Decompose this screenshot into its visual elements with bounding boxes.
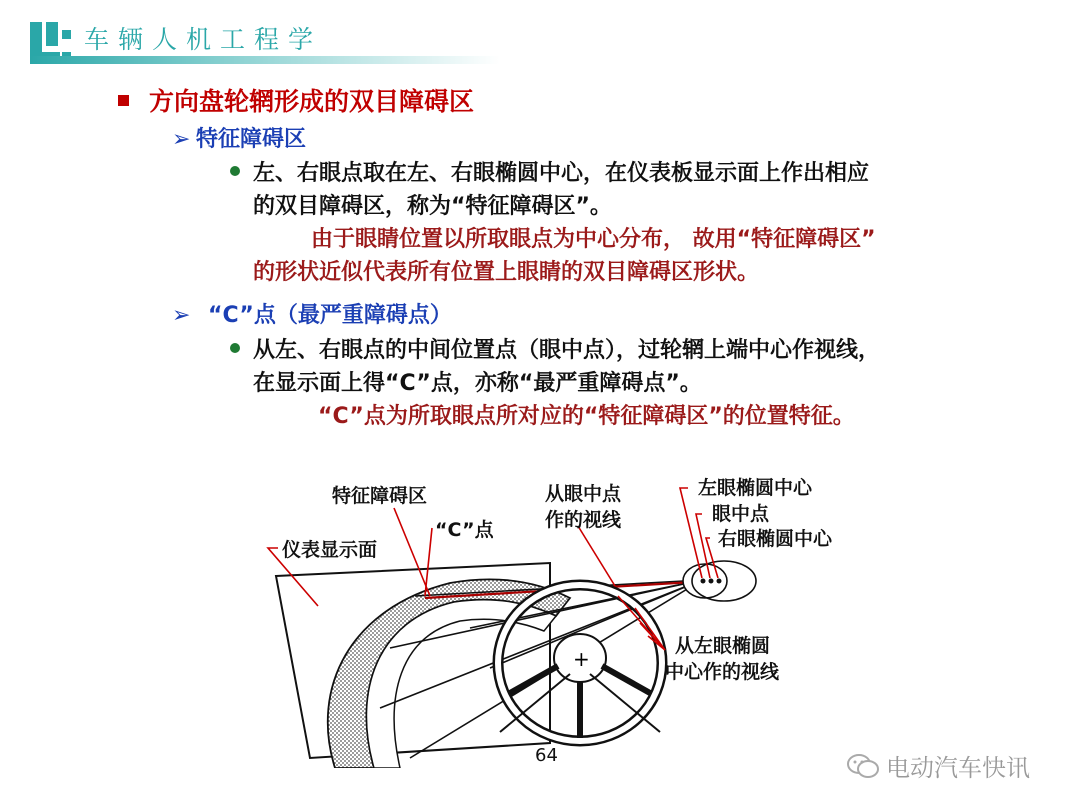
- label-mid-sight-1: 从眼中点: [545, 483, 622, 505]
- label-display-surface: 仪表显示面: [282, 539, 378, 561]
- heading-text: 方向盘轮辋形成的双目障碍区: [149, 87, 475, 116]
- header-divider: [30, 56, 500, 64]
- steering-wheel-obstruction-diagram: [240, 468, 880, 768]
- section2-bullet: [230, 334, 1030, 433]
- label-left-sight-1: 从左眼椭圆: [675, 635, 771, 657]
- label-left-sight-2: 中心作的视线: [665, 661, 780, 683]
- section1-bullet-line2: 的双目障碍区，称为“特征障碍区”。: [253, 194, 612, 219]
- arrow-bullet-icon: ➢: [172, 303, 191, 328]
- square-bullet-icon: [118, 95, 129, 106]
- label-feature-zone: 特征障碍区: [332, 485, 428, 507]
- section1-note-line1: 由于眼睛位置以所取眼点为中心分布， 故用“特征障碍区”: [311, 227, 876, 252]
- section1-bullet: [230, 157, 1030, 289]
- page-number: 64: [535, 745, 558, 766]
- label-c-point: “C”点: [435, 519, 494, 541]
- course-title: 车辆人机工程学: [84, 25, 323, 54]
- section2-note-line1: “C”点为所取眼点所对应的“特征障碍区”的位置特征。: [318, 404, 855, 429]
- section-title-feature-zone: ➢ 特征障碍区: [172, 127, 307, 152]
- arrow-bullet-icon: ➢: [172, 127, 191, 152]
- watermark-text: 电动汽车快讯: [886, 754, 1030, 782]
- section1-bullet-line1: 左、右眼点取在左、右眼椭圆中心，在仪表板显示面上作出相应: [253, 161, 870, 186]
- round-bullet-icon: [230, 343, 240, 353]
- label-right-ellipse-center: 右眼椭圆中心: [718, 528, 833, 550]
- label-mid-eye: 眼中点: [712, 503, 770, 525]
- watermark: [846, 748, 1030, 783]
- svg-text:+: +: [573, 647, 590, 671]
- label-mid-sight-2: 作的视线: [545, 509, 622, 531]
- round-bullet-icon: [230, 166, 240, 176]
- wechat-icon: [846, 752, 880, 780]
- section-title-c-point: ➢ “C”点（最严重障碍点）: [172, 303, 452, 328]
- section1-note-line2: 的形状近似代表所有位置上眼睛的双目障碍区形状。: [253, 260, 760, 285]
- slide-heading: [118, 82, 474, 118]
- section2-bullet-line2: 在显示面上得“C”点，亦称“最严重障碍点”。: [253, 371, 702, 396]
- section2-bullet-line1: 从左、右眼点的中间位置点（眼中点），过轮辋上端中心作视线，: [253, 338, 881, 363]
- label-left-ellipse-center: 左眼椭圆中心: [698, 477, 813, 499]
